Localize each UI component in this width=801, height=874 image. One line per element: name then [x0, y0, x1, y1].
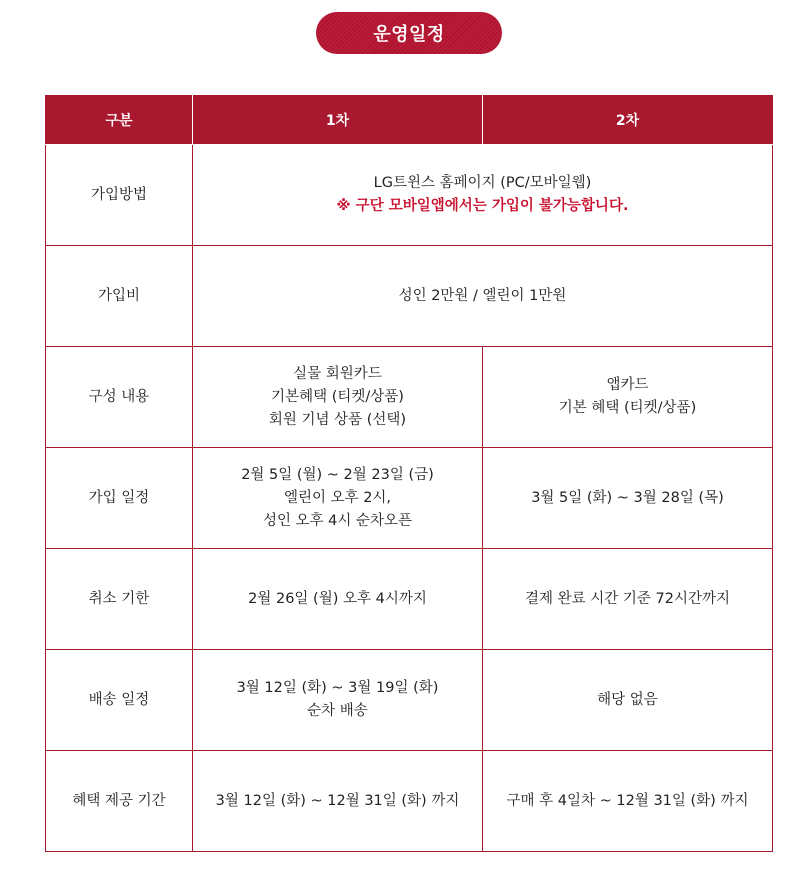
- cell-line: 엘린이 오후 2시,: [283, 489, 392, 506]
- round-2-cell: [483, 650, 773, 751]
- warning-note: ※ 구단 모바일앱에서는 가입이 불가능합니다.: [336, 198, 629, 214]
- row-label: 가입방법: [46, 145, 193, 246]
- row-fee: [46, 246, 773, 347]
- round-2-cell: [483, 448, 773, 549]
- row-contents: [46, 347, 773, 448]
- row-cancel-deadline: [46, 549, 773, 650]
- round-2-cell: [483, 347, 773, 448]
- row-signup-method: [46, 145, 773, 246]
- cell-line: 성인 2만원 / 엘린이 1만원: [398, 287, 567, 304]
- cell-line: 앱카드: [606, 377, 649, 393]
- row-benefit-period: [46, 751, 773, 852]
- row-label: 가입 일정: [46, 448, 193, 549]
- cell-line: 성인 오후 4시 순차오픈: [262, 512, 413, 529]
- schedule-title: 운영일정: [373, 24, 445, 45]
- row-shipping: [46, 650, 773, 751]
- row-label: 취소 기한: [46, 549, 193, 650]
- cell-line: 2월 5일 (월) ~ 2월 23일 (금): [241, 466, 434, 483]
- cell-line: 해당 없음: [597, 691, 658, 708]
- round-1-cell: [193, 751, 483, 852]
- cell-line: 순차 배송: [307, 703, 368, 719]
- cell-line: 3월 5일 (화) ~ 3월 28일 (목): [531, 489, 724, 506]
- schedule-title-badge: [316, 12, 502, 54]
- header-round-2: 2차: [483, 95, 773, 145]
- round-1-cell: [193, 347, 483, 448]
- cell-line: 2월 26일 (월) 오후 4시까지: [248, 590, 427, 607]
- cell-line: 구매 후 4일차 ~ 12월 31일 (화) 까지: [506, 792, 749, 809]
- cell-line: 3월 12일 (화) ~ 12월 31일 (화) 까지: [215, 792, 460, 809]
- cell-line: LG트윈스 홈페이지 (PC/모바일웹): [373, 175, 592, 191]
- merged-cell: [193, 246, 773, 347]
- header-category: 구분: [46, 95, 193, 145]
- row-label: 가입비: [46, 246, 193, 347]
- row-label: 구성 내용: [46, 347, 193, 448]
- cell-line: 결제 완료 시간 기준 72시간까지: [525, 590, 730, 607]
- round-2-cell: [483, 751, 773, 852]
- round-2-cell: [483, 549, 773, 650]
- row-label: 배송 일정: [46, 650, 193, 751]
- merged-cell: [193, 145, 773, 246]
- round-1-cell: [193, 650, 483, 751]
- row-signup-schedule: [46, 448, 773, 549]
- round-1-cell: [193, 448, 483, 549]
- cell-line: 기본혜택 (티켓/상품): [271, 388, 404, 405]
- cell-line: 기본 혜택 (티켓/상품): [558, 400, 697, 416]
- cell-line: 실물 회원카드: [293, 365, 382, 382]
- row-label: 혜택 제공 기간: [46, 751, 193, 852]
- header-round-1: 1차: [193, 95, 483, 145]
- round-1-cell: [193, 549, 483, 650]
- cell-line: 3월 12일 (화) ~ 3월 19일 (화): [236, 680, 439, 696]
- table-header-row: [46, 95, 773, 145]
- schedule-table: [45, 95, 773, 852]
- cell-line: 회원 기념 상품 (선택): [268, 411, 407, 428]
